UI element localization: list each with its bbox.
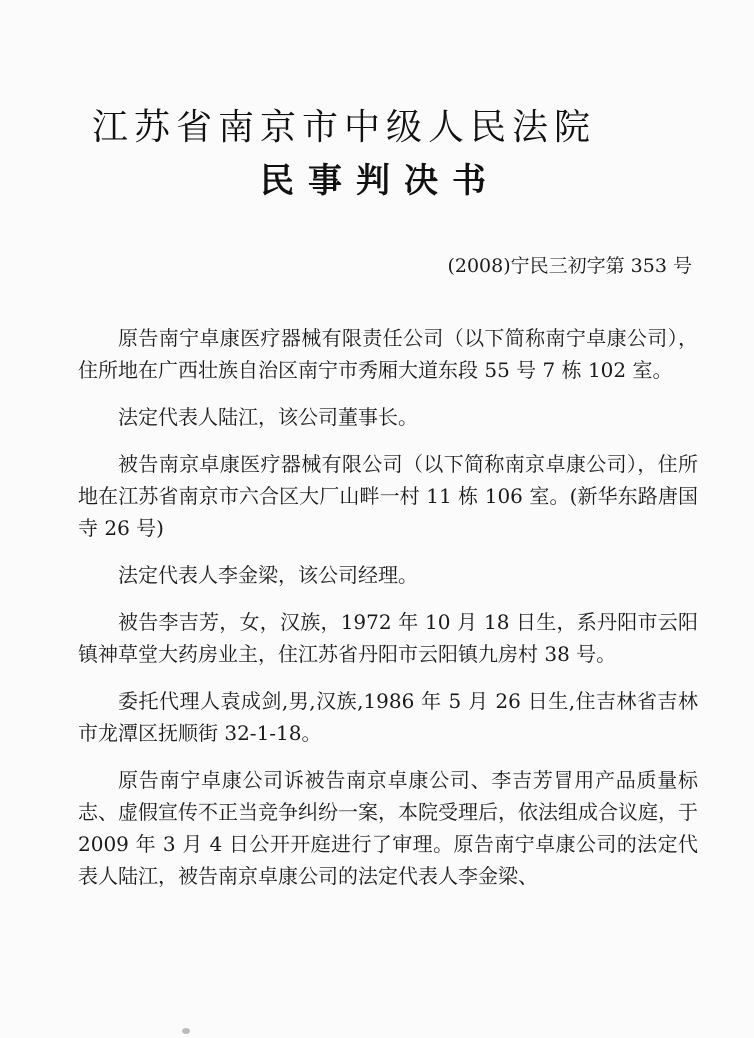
case-number: (2008)宁民三初字第 353 号	[447, 255, 692, 277]
paragraph-defendant-company: 被告南京卓康医疗器械有限公司（以下简称南京卓康公司），住所地在江苏省南京市六合区大厂山畔一村 11 栋 106 室。(新华东路唐国寺 26 号)	[78, 452, 698, 540]
paragraph-defendant-individual: 被告李吉芳，女，汉族，1972 年 10 月 18 日生，系丹阳市云阳镇神草堂大药房业主，住江苏省丹阳市云阳镇九房村 38 号。	[78, 610, 698, 666]
paragraph-plaintiff-representative: 法定代表人陆江，该公司董事长。	[118, 405, 418, 429]
document-type-title: 民事判决书	[260, 161, 500, 201]
paragraph-defendant-representative: 法定代表人李金梁，该公司经理。	[118, 563, 418, 587]
paragraph-case-summary: 原告南宁卓康公司诉被告南京卓康公司、李吉芳冒用产品质量标志、虚假宣传不正当竞争纠纷一案，本院受理后，依法组成合议庭，于 2009 年 3 月 4 日公开开庭进行了审理。原告南宁卓康公司的法定代表人陆江，被告南京卓康公司的法定代表人李金梁、	[78, 768, 698, 888]
court-name: 江苏省南京市中级人民法院	[92, 107, 597, 148]
paragraph-agent: 委托代理人袁成剑,男,汉族,1986 年 5 月 26 日生,住吉林省吉林市龙潭区抚顺街 32-1-18。	[78, 689, 698, 745]
paragraph-plaintiff: 原告南宁卓康医疗器械有限责任公司（以下简称南宁卓康公司），住所地在广西壮族自治区南宁市秀厢大道东段 55 号 7 栋 102 室。	[78, 326, 698, 382]
judgment-body	[78, 322, 698, 907]
scan-speck	[182, 1028, 190, 1034]
